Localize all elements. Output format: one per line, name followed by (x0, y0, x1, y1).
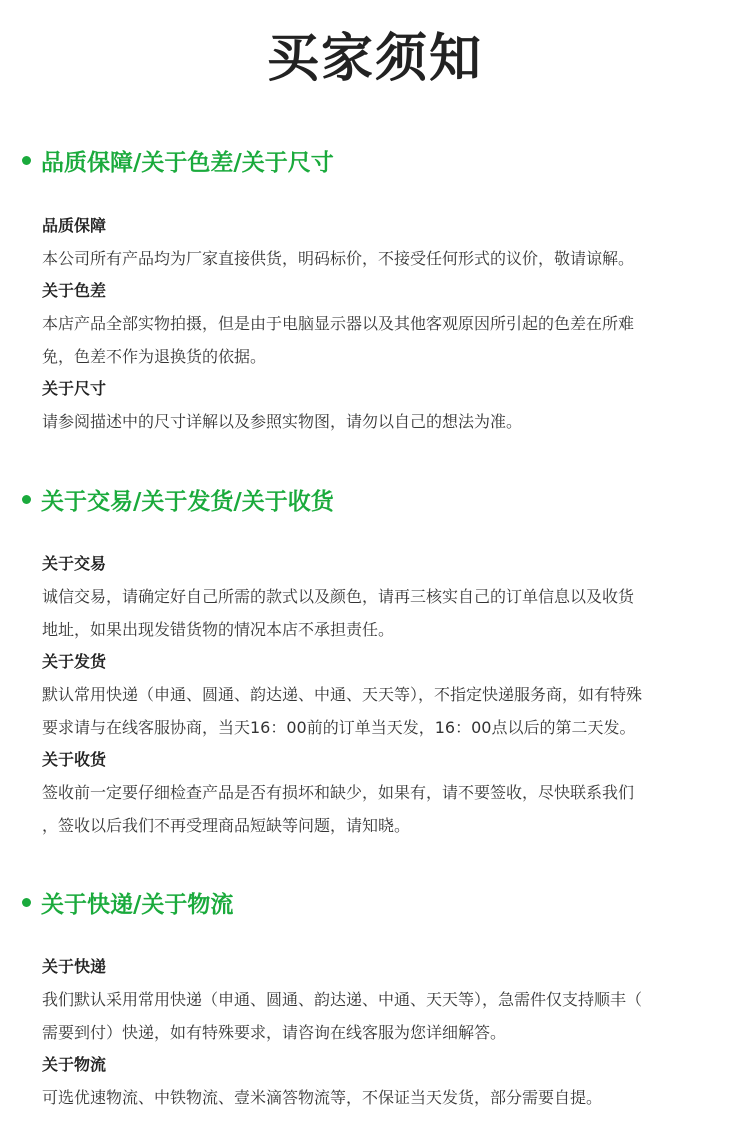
section-heading-quality (22, 142, 334, 178)
sub-heading: 关于物流 (42, 1055, 107, 1074)
section-heading-trade (22, 481, 334, 517)
section-heading-text: 关于快递/关于物流 (41, 891, 234, 918)
body-text-line: 我们默认采用常用快递（申通、圆通、韵达递、中通、天天等），急需件仅支持顺丰（ (42, 990, 643, 1009)
body-text-line: 诚信交易，请确定好自己所需的款式以及颜色，请再三核实自己的订单信息以及收货 (42, 587, 635, 606)
section-body-trade (42, 548, 732, 842)
section-heading-text: 品质保障/关于色差/关于尺寸 (41, 149, 334, 176)
sub-heading: 品质保障 (42, 216, 107, 235)
section-body-quality (42, 210, 732, 438)
body-text-line: 本公司所有产品均为厂家直接供货，明码标价，不接受任何形式的议价，敬请谅解。 (42, 249, 635, 268)
body-text-line: 签收前一定要仔细检查产品是否有损坏和缺少，如果有，请不要签收，尽快联系我们 (42, 783, 635, 802)
sub-heading: 关于发货 (42, 652, 107, 671)
sub-heading: 关于收货 (42, 750, 107, 769)
body-text-line: 需要到付）快递，如有特殊要求，请咨询在线客服为您详细解答。 (42, 1023, 507, 1042)
bullet-dot-icon (22, 898, 31, 907)
body-text-line: 本店产品全部实物拍摄，但是由于电脑显示器以及其他客观原因所引起的色差在所难 (42, 314, 635, 333)
sub-heading: 关于交易 (42, 554, 107, 573)
section-body-express (42, 951, 732, 1114)
body-text-line: 免，色差不作为退换货的依据。 (42, 347, 267, 366)
section-heading-text: 关于交易/关于发货/关于收货 (41, 488, 334, 515)
sub-heading: 关于色差 (42, 281, 107, 300)
body-text-line: 请参阅描述中的尺寸详解以及参照实物图，请勿以自己的想法为准。 (42, 412, 523, 431)
bullet-dot-icon (22, 495, 31, 504)
page-title: 买家须知 (266, 29, 483, 89)
sub-heading: 关于快递 (42, 957, 107, 976)
sub-heading: 关于尺寸 (42, 379, 107, 398)
body-text-line: 地址，如果出现发错货物的情况本店不承担责任。 (42, 620, 395, 639)
section-heading-express (22, 884, 233, 920)
body-text-line: 默认常用快递（申通、圆通、韵达递、中通、天天等），不指定快递服务商，如有特殊 (42, 685, 643, 704)
bullet-dot-icon (22, 156, 31, 165)
body-text-line: 可选优速物流、中铁物流、壹米滴答物流等，不保证当天发货，部分需要自提。 (42, 1088, 603, 1107)
body-text-line: ，签收以后我们不再受理商品短缺等问题，请知晓。 (42, 816, 411, 835)
body-text-line: 要求请与在线客服协商，当天16：00前的订单当天发，16：00点以后的第二天发。 (42, 718, 636, 737)
